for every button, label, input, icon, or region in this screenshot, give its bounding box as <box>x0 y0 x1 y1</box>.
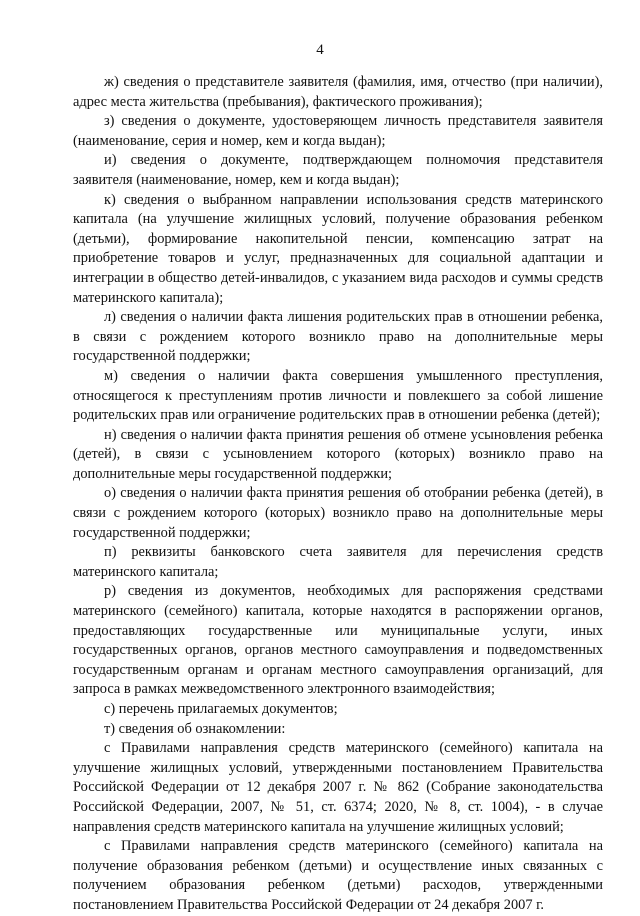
paragraph-i: и) сведения о документе, подтверждающем полномочия представителя заявителя (наименование, номер, кем и когда выдан); <box>73 152 603 188</box>
paragraph-t-education: с Правилами направления средств материнского (семейного) капитала на получение образования ребенком (детьми) и осуществление иных связанных с получением образования ребенком (детьми) расходов, утвержденными постановлением Правительства Российской Федерации от 24 декабря 2007 г. <box>73 838 603 913</box>
paragraph-r: р) сведения из документов, необходимых для распоряжения средствами материнского (семейного) капитала, которые находятся в распоряжении органов, предоставляющих государственные или муниципальные услуги, иных государственных органов, органов местного самоуправления и подведомственных государственным органам и органам местного самоуправления организаций, для запроса в рамках межведомственного электронного взаимодействия; <box>73 583 603 698</box>
paragraph-zh: ж) сведения о представителе заявителя (фамилия, имя, отчество (при наличии), адрес места жительства (пребывания), фактического проживания); <box>73 74 603 110</box>
paragraph-s: с) перечень прилагаемых документов; <box>104 701 338 717</box>
paragraph-n: н) сведения о наличии факта принятия решения об отмене усыновления ребенка (детей), в связи с усыновлением которого (которых) возникло право на дополнительные меры государственной поддержки; <box>73 426 603 482</box>
page-number: 4 <box>316 42 324 58</box>
paragraph-k: к) сведения о выбранном направлении использования средств материнского капитала (на улучшение жилищных условий, получение образования ребенком (детьми), формирование накопительной пенсии, компенсацию затрат на приобретение товаров и услуг, предназначенных для социальной адаптации и интеграции в общество детей-инвалидов, с указанием вида расходов и суммы средств материнского капитала); <box>73 191 603 306</box>
paragraph-t: т) сведения об ознакомлении: <box>104 720 286 737</box>
paragraph-t-housing: с Правилами направления средств материнского (семейного) капитала на улучшение жилищных условий, утвержденными постановлением Правительства Российской Федерации от 12 декабря 2007 г. № 862 (Собрание законодательства Российской Федерации, 2007, № 51, ст. 6374; 2020, № 8, ст. 1004), - в случае направления средств материнского капитала на улучшение жилищных условий; <box>73 740 603 835</box>
paragraph-l: л) сведения о наличии факта лишения родительских прав в отношении ребенка, в связи с рождением которого возникло право на дополнительные меры государственной поддержки; <box>73 309 603 365</box>
paragraph-o: о) сведения о наличии факта принятия решения об отобрании ребенка (детей), в связи с рождением которого (которых) возникло право на дополнительные меры государственной поддержки; <box>73 485 603 541</box>
paragraph-m: м) сведения о наличии факта совершения умышленного преступления, относящегося к преступлениям против личности и повлекшего за собой лишение родительских прав или ограничение родительских прав в отношении ребенка (детей); <box>73 367 603 424</box>
document-body <box>73 73 603 916</box>
paragraph-p: п) реквизиты банковского счета заявителя для перечисления средств материнского капитала; <box>73 544 603 580</box>
paragraph-z: з) сведения о документе, удостоверяющем личность представителя заявителя (наименование, серия и номер, кем и когда выдан); <box>73 113 603 149</box>
